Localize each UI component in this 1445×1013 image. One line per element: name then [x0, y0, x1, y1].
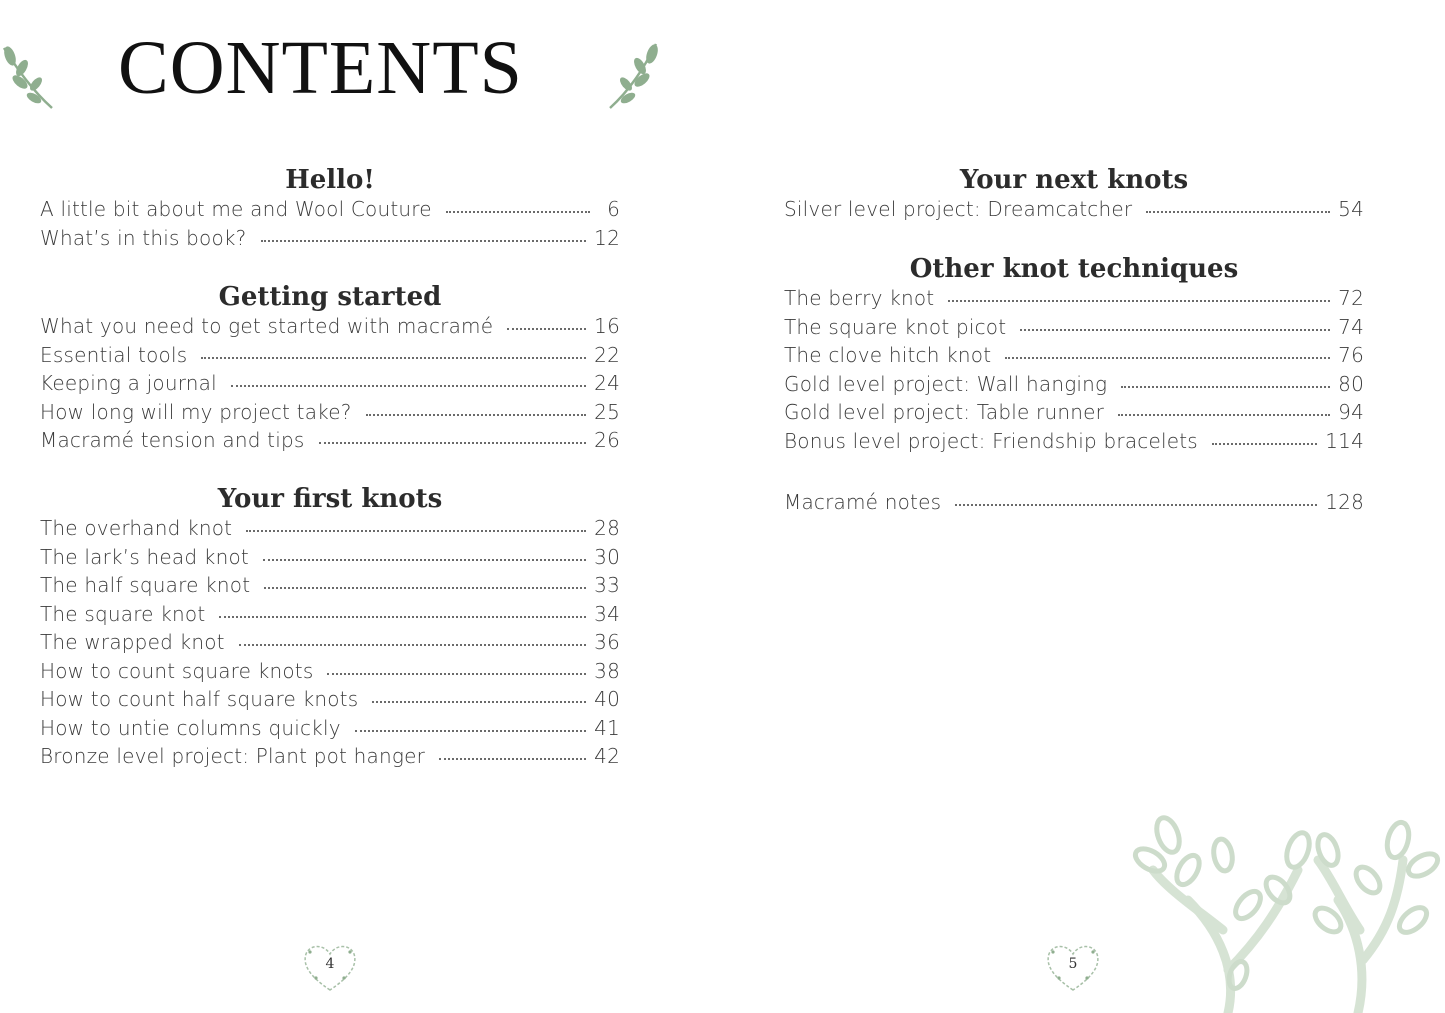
toc-entry-title: Gold level project: Wall hanging	[784, 371, 1108, 396]
toc-entry[interactable]	[40, 659, 620, 688]
toc-entry[interactable]	[784, 286, 1364, 315]
toc-entry-page: 94	[1338, 400, 1364, 424]
page-number: 5	[1068, 956, 1078, 972]
dot-leader	[1121, 386, 1330, 388]
toc-entry-page: 80	[1338, 371, 1364, 396]
toc-entry[interactable]	[784, 372, 1364, 401]
toc-entry-page: 6	[607, 197, 620, 221]
dot-leader	[372, 701, 586, 703]
toc-entry-title: Essential tools	[40, 342, 188, 367]
dot-leader	[948, 300, 1330, 302]
toc-entry-title: The clove hitch knot	[784, 343, 992, 367]
toc-entry[interactable]	[40, 573, 620, 602]
toc-entry-page: 36	[594, 630, 620, 654]
toc-entry[interactable]	[784, 429, 1364, 458]
dot-leader	[327, 673, 586, 675]
toc-entry-title: Gold level project: Table runner	[784, 400, 1105, 424]
toc-entry-page: 54	[1338, 197, 1364, 221]
dot-leader	[355, 730, 586, 732]
dot-leader	[446, 211, 590, 213]
decorative-vine-icon	[1128, 810, 1445, 1013]
toc-entry[interactable]	[40, 197, 620, 226]
toc-entry-title: The overhand knot	[40, 516, 233, 540]
toc-list	[784, 197, 1364, 226]
section-heading: Your next knots	[959, 165, 1189, 195]
toc-entry[interactable]	[40, 545, 620, 574]
toc-entry-page: 128	[1325, 490, 1364, 514]
dot-leader	[219, 616, 586, 618]
toc-entry-page: 26	[594, 428, 620, 452]
toc-entry[interactable]	[40, 371, 620, 400]
toc-list	[784, 286, 1364, 457]
toc-list	[784, 490, 1364, 519]
toc-section	[784, 252, 1364, 457]
page-number-badge	[1043, 938, 1103, 996]
toc-entry[interactable]	[40, 744, 620, 773]
left-page	[0, 0, 722, 1013]
toc-section	[40, 163, 620, 254]
section-heading: Hello!	[285, 165, 375, 195]
section-heading: Your first knots	[217, 484, 443, 514]
toc-entry-page: 76	[1338, 343, 1364, 367]
toc-entry[interactable]	[40, 716, 620, 745]
toc-section	[784, 490, 1364, 519]
toc-entry-page: 42	[594, 744, 620, 768]
toc-entry-title: What you need to get started with macramé	[40, 314, 494, 338]
toc-entry-page: 34	[594, 601, 620, 626]
dot-leader	[246, 530, 586, 532]
toc-entry-title: Bonus level project: Friendship bracelets	[784, 428, 1198, 453]
dot-leader	[1146, 211, 1330, 213]
toc-entry-title: Macramé tension and tips	[40, 428, 305, 452]
toc-entry[interactable]	[784, 343, 1364, 372]
toc-entry[interactable]	[40, 602, 620, 631]
dot-leader	[264, 587, 586, 589]
dot-leader	[263, 559, 586, 561]
toc-entry-title: What’s in this book?	[40, 225, 247, 250]
toc-entry-title: Silver level project: Dreamcatcher	[784, 197, 1133, 221]
dot-leader	[239, 644, 586, 646]
toc-entry-title: The berry knot	[784, 286, 935, 310]
toc-entry-title: A little bit about me and Wool Couture	[40, 197, 432, 221]
dot-leader	[1005, 357, 1330, 359]
dot-leader	[231, 385, 586, 387]
toc-entry[interactable]	[40, 630, 620, 659]
toc-entry-page: 24	[594, 371, 620, 395]
toc-entry-page: 114	[1325, 428, 1364, 453]
toc-entry-page: 74	[1338, 314, 1364, 339]
toc-entry[interactable]	[40, 428, 620, 457]
toc-entry-page: 72	[1338, 286, 1364, 310]
section-heading: Other knot techniques	[909, 254, 1239, 284]
toc-entry-title: Bronze level project: Plant pot hanger	[40, 744, 425, 768]
toc-entry-page: 12	[594, 225, 620, 250]
toc-entry[interactable]	[784, 400, 1364, 429]
toc-entry[interactable]	[40, 687, 620, 716]
toc-entry-page: 41	[594, 715, 620, 740]
toc-entry-title: The square knot	[40, 601, 206, 626]
toc-entry-title: How long will my project take?	[40, 399, 352, 424]
toc-entry-title: The wrapped knot	[40, 630, 225, 654]
toc-entry-page: 25	[594, 399, 620, 424]
toc-entry-page: 33	[594, 573, 620, 597]
toc-list	[40, 197, 620, 254]
toc-entry-page: 16	[594, 314, 620, 338]
dot-leader	[955, 504, 1317, 506]
dot-leader	[1212, 443, 1317, 445]
toc-entry-title: Macramé notes	[784, 490, 942, 514]
dot-leader	[261, 240, 587, 242]
toc-entry[interactable]	[784, 490, 1364, 519]
dot-leader	[1118, 414, 1330, 416]
toc-entry[interactable]	[784, 197, 1364, 226]
toc-entry[interactable]	[40, 226, 620, 255]
toc-entry-page: 38	[594, 658, 620, 683]
toc-list	[40, 516, 620, 773]
dot-leader	[1020, 329, 1330, 331]
toc-list	[40, 314, 620, 457]
toc-section	[40, 280, 620, 457]
toc-entry-page: 22	[594, 342, 620, 367]
dot-leader	[366, 414, 587, 416]
dot-leader	[201, 357, 586, 359]
page-number-badge	[300, 938, 360, 996]
toc-entry[interactable]	[40, 400, 620, 429]
toc-entry[interactable]	[40, 343, 620, 372]
toc-section	[784, 163, 1364, 226]
dot-leader	[439, 758, 586, 760]
toc-entry-title: The half square knot	[40, 573, 251, 597]
section-heading: Getting started	[218, 282, 442, 312]
dot-leader	[319, 442, 587, 444]
toc-entry-title: How to untie columns quickly	[40, 715, 341, 740]
toc-entry-title: How to count square knots	[40, 658, 314, 683]
toc-entry[interactable]	[40, 516, 620, 545]
toc-entry-title: How to count half square knots	[40, 687, 359, 711]
toc-entry-page: 28	[594, 516, 620, 540]
toc-section	[40, 482, 620, 773]
leaf-sprig-icon	[0, 40, 58, 112]
toc-entry-title: The lark’s head knot	[40, 544, 249, 569]
toc-entry-page: 30	[594, 544, 620, 569]
toc-entry-page: 40	[594, 687, 620, 711]
toc-entry[interactable]	[784, 315, 1364, 344]
toc-entry[interactable]	[40, 314, 620, 343]
page-number: 4	[325, 956, 335, 972]
leaf-sprig-icon	[604, 40, 662, 112]
page-title: CONTENTS	[118, 26, 523, 110]
toc-entry-title: Keeping a journal	[40, 371, 217, 395]
dot-leader	[507, 328, 586, 330]
toc-entry-title: The square knot picot	[784, 314, 1007, 339]
